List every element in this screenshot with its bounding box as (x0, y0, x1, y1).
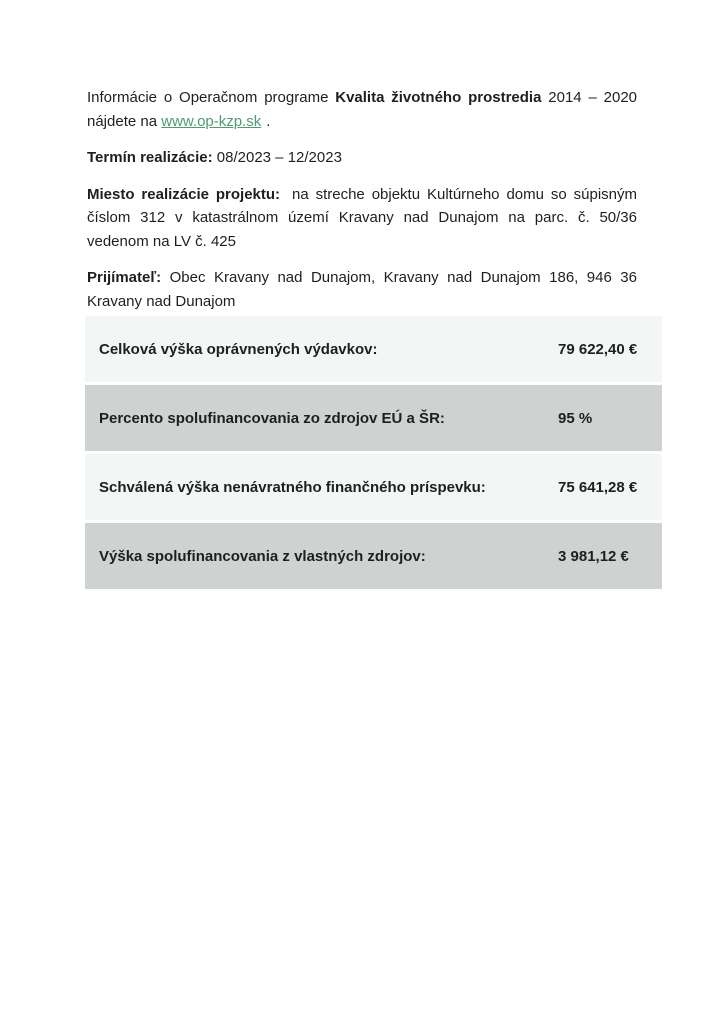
intro-text-before: Informácie o Operačnom programe (87, 89, 329, 106)
funding-table (85, 313, 662, 592)
prijimatel-paragraph (87, 266, 637, 313)
row-value: 75 641,28 € (558, 454, 662, 520)
intro-text-after: 2014 – 2020 nájdete na (87, 89, 638, 130)
miesto-label: Miesto realizácie projektu: (87, 185, 281, 203)
row-label: Celková výška oprávnených výdavkov: (85, 316, 558, 382)
table-row (85, 385, 662, 451)
row-value: 79 622,40 € (558, 316, 662, 382)
table-row (85, 523, 662, 589)
row-label: Schválená výška nenávratného finančného príspevku: (85, 454, 558, 520)
intro-period: . (266, 112, 271, 130)
row-label: Percento spolufinancovania zo zdrojov EÚ a ŠR: (85, 385, 558, 451)
table-row (85, 454, 662, 520)
op-kzp-link[interactable]: www.op-kzp.sk (161, 112, 262, 130)
miesto-value: na streche objektu Kultúrneho domu so súpisným číslom 312 v katastrálnom území Kravany nad Dunajom na parc. č. 50/36 vedenom na LV č. 425 (87, 185, 637, 250)
termin-value: 08/2023 – 12/2023 (216, 149, 342, 166)
document-body (87, 86, 637, 326)
row-value: 3 981,12 € (558, 523, 662, 589)
termin-label: Termín realizácie: (87, 149, 213, 166)
miesto-paragraph (87, 183, 637, 254)
table-row (85, 316, 662, 382)
prijimatel-label: Prijímateľ: (87, 269, 162, 286)
prijimatel-value: Obec Kravany nad Dunajom, Kravany nad Dunajom 186, 946 36 Kravany nad Dunajom (87, 269, 637, 310)
row-label: Výška spolufinancovania z vlastných zdrojov: (85, 523, 558, 589)
program-name-bold: Kvalita životného prostredia (335, 89, 542, 106)
termin-paragraph (87, 146, 637, 170)
intro-paragraph (87, 86, 637, 133)
row-value: 95 % (558, 385, 662, 451)
